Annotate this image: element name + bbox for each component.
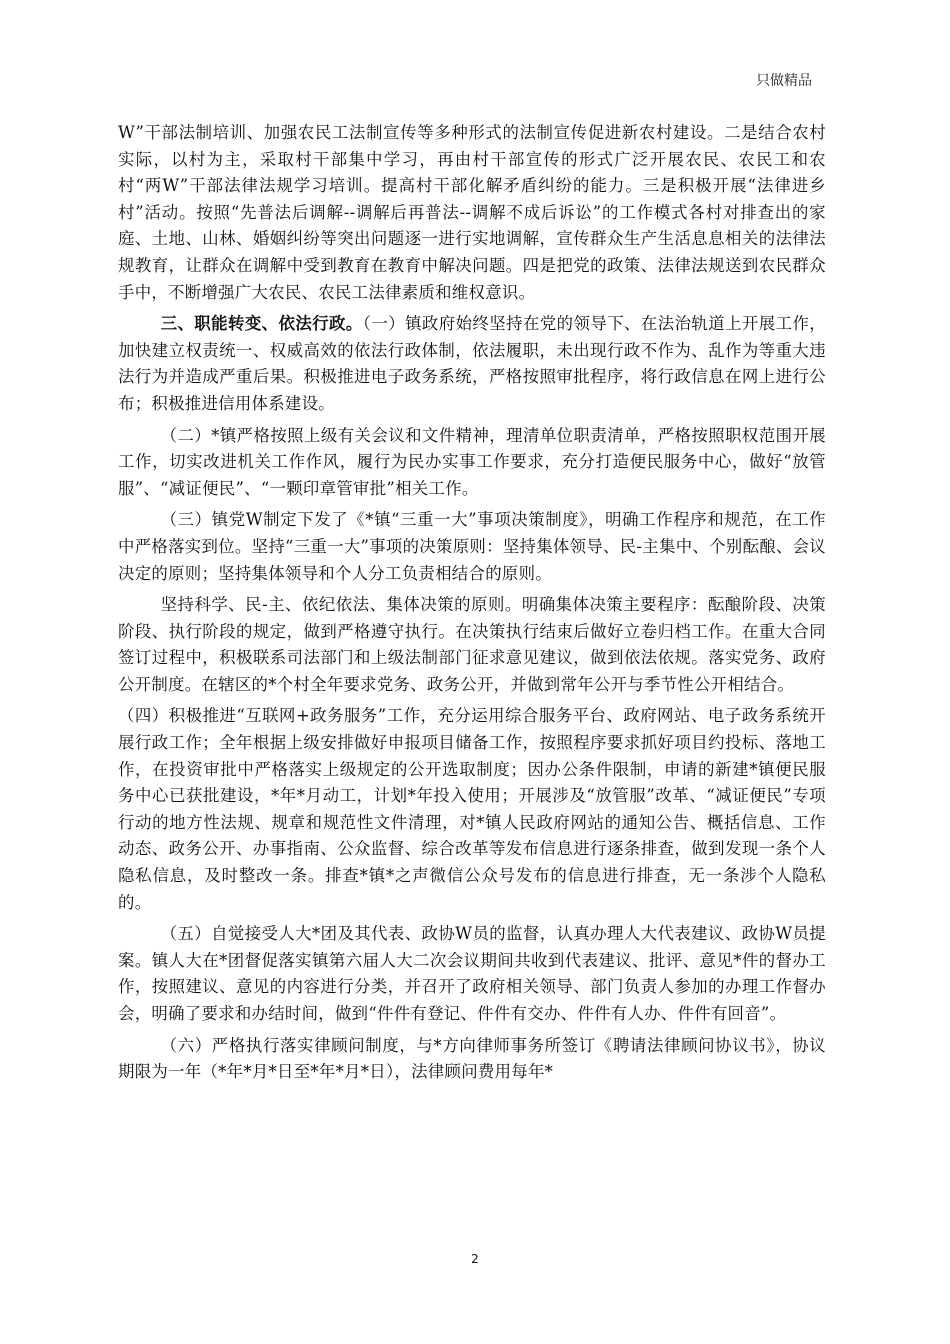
paragraph-7: （五）自觉接受人大*团及其代表、政协W员的监督，认真办理人大代表建议、政协W员提案。镇人大在*团督促落实镇第六届人大二次会议期间共收到代表建议、批评、意见*件的督办工作，按照建议、意见的内容进行分类，并召开了政府相关领导、部门负责人参加的办理工作督办会，明确了要求和办结时间，做到“件件有登记、件件有交办、件件有人办、件件有回音”。	[118, 924, 826, 1023]
paragraph-1: W”干部法制培训、加强农民工法制宣传等多种形式的法制宣传促进新农村建设。二是结合农村实际，以村为主，采取村干部集中学习，再由村干部宣传的形式广泛开展农民、农民工和农村“两W”干部法律法规学习培训。提高村干部化解矛盾纠纷的能力。三是积极开展“法律进乡村”活动。按照“先普法后调解--调解后再普法--调解不成后诉讼”的工作模式各村对排查出的家庭、土地、山林、婚姻纠纷等突出问题逐一进行实地调解，宣传群众生产生活息息相关的法律法规教育，让群众在调解中受到教育在教育中解决问题。四是把党的政策、法律法规送到农民群众手中，不断增强广大农民、农民工法律素质和维权意识。	[118, 123, 826, 302]
document-body	[118, 120, 826, 1086]
page-number: 2	[471, 1252, 479, 1266]
section-heading: 三、职能转变、依法行政。	[160, 314, 363, 334]
paragraph-3: （二）*镇严格按照上级有关会议和文件精神，理清单位职责清单，严格按照职权范围开展工作，切实改进机关工作作风，履行为民办实事工作要求，充分打造便民服务中心，做好“放管服”、“减证便民”、“一颗印章管审批”相关工作。	[118, 425, 826, 498]
paragraph-6: （四）积极推进“互联网+政务服务”工作，充分运用综合服务平台、政府网站、电子政务系统开展行政工作；全年根据上级安排做好申报项目储备工作，按照程序要求抓好项目约投标、落地工作，在投资审批中严格落实上级规定的公开选取制度；因办公条件限制，申请的新建*镇便民服务中心已获批建设，*年*月动工，计划*年投入使用；开展涉及“放管服”改革、“减证便民”专项行动的地方性法规、规章和规范性文件清理，对*镇人民政府网站的通知公告、概括信息、工作动态、政务公开、办事指南、公众监督、综合改革等发布信息进行逐条排查，做到发现一条个人隐私信息，及时整改一条。排查*镇*之声微信公众号发布的信息进行排查，无一条涉个人隐私的。	[118, 706, 826, 912]
paragraph-2-text: （一）镇政府始终坚持在党的领导下、在法治轨道上开展工作，加快建立权责统一、权威高效的依法行政体制，依法履职，未出现行政不作为、乱作为等重大违法行为并造成严重后果。积极推进电子政务系统，严格按照审批程序，将行政信息在网上进行公布；积极推进信用体系建设。	[118, 314, 826, 413]
paragraph-2	[118, 311, 826, 417]
paragraph-5: 坚持科学、民-主、依纪依法、集体决策的原则。明确集体决策主要程序：酝酿阶段、决策阶段、执行阶段的规定，做到严格遵守执行。在决策执行结束后做好立卷归档工作。在重大合同签订过程中，积极联系司法部门和上级法制部门征求意见建议，做到依法依规。落实党务、政府公开制度。在辖区的*个村全年要求党务、政务公开，并做到常年公开与季节性公开相结合。	[118, 595, 826, 694]
paragraph-8: （六）严格执行落实律顾问制度，与*方向律师事务所签订《聘请法律顾问协议书》，协议期限为一年（*年*月*日至*年*月*日），法律顾问费用每年*	[118, 1035, 826, 1082]
paragraph-4: （三）镇党W制定下发了《*镇“三重一大”事项决策制度》，明确工作程序和规范，在工作中严格落实到位。坚持“三重一大”事项的决策原则：坚持集体领导、民-主集中、个别酝酿、会议决定的原则；坚持集体领导和个人分工负责相结合的原则。	[118, 510, 826, 583]
page-header: 只做精品	[756, 73, 812, 89]
